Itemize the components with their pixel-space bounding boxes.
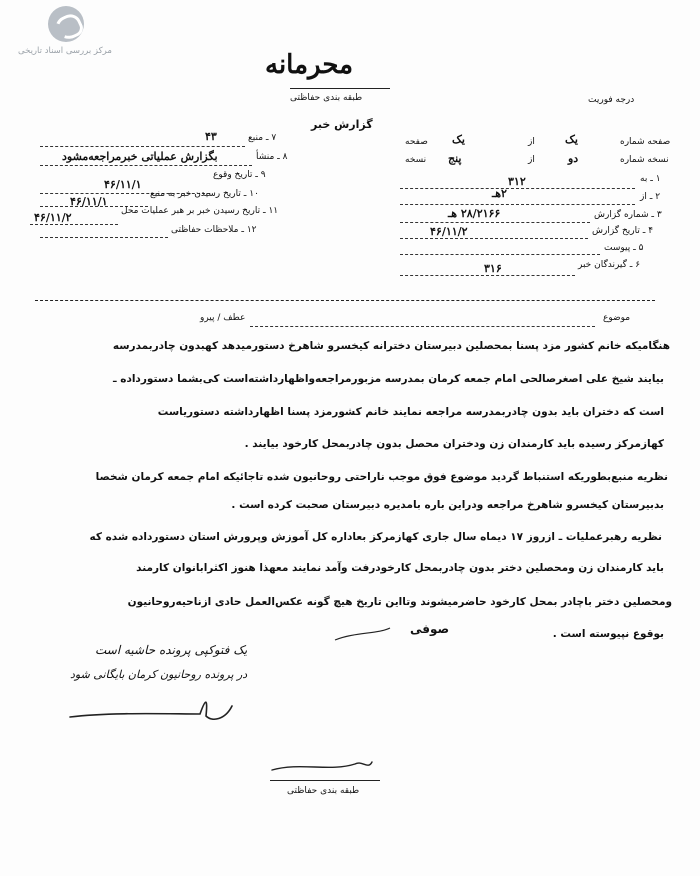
urgency-label: درجه فوریت bbox=[588, 95, 635, 105]
field-8-label: ۸ ـ منشأ bbox=[256, 152, 288, 162]
field-1-value: ۳۱۲ bbox=[508, 175, 526, 188]
field-4-value: ۴۶/۱۱/۲ bbox=[430, 225, 468, 238]
page-number-value: یک bbox=[565, 133, 578, 146]
body-line-4: کهازمرکز رسیده باید کارمندان زن ودختران محصل بدون چادربمحل کارخود بیایند . bbox=[244, 438, 664, 450]
page-number-label: صفحه شماره bbox=[620, 137, 671, 147]
copy-number-value: دو bbox=[568, 152, 579, 165]
field-12-line bbox=[40, 237, 168, 238]
field-6-label: ۶ ـ گیرندگان خبر bbox=[578, 260, 641, 270]
copy-of-label: از bbox=[528, 155, 535, 165]
field-11-line bbox=[30, 224, 118, 225]
field-11-value: ۴۶/۱۱/۲ bbox=[34, 211, 72, 224]
field-10-value: ۴۶/۱۱/۱ bbox=[70, 195, 108, 208]
body-line-5: نظریه منبع‌بطوریکه استنباط گردید موضوع فوق موجب ناراحتی روحانیون شده تاجائیکه امام جمعه کرمان شخصا bbox=[95, 471, 668, 483]
body-line-7: نظریه رهبرعملیات ـ ازروز ۱۷ دیماه سال جاری کهازمرکز بعاداره کل آموزش وپرورش استان دستورداده شده که bbox=[89, 531, 662, 543]
copy-unit-label: نسخه bbox=[405, 155, 427, 165]
subject-line bbox=[250, 326, 595, 327]
field-10-label: ۱۰ ـ تاریخ رسیدن خبر به منبع bbox=[150, 189, 259, 199]
field-1-label: ۱ ـ به bbox=[640, 174, 661, 184]
field-2-value: ۲هـ bbox=[492, 187, 507, 200]
field-4-line bbox=[400, 238, 588, 239]
body-line-1: هنگامیکه خانم کشور مزد پسنا بمحصلین دبیرستان دخترانه کیخسرو شاهرخ دستورمیدهد کهبدون چادربمدرسه bbox=[112, 340, 670, 352]
archive-label: مرکز بررسی اسناد تاریخی bbox=[18, 46, 112, 56]
page-unit-label: صفحه bbox=[405, 137, 428, 147]
field-1-line bbox=[400, 188, 635, 189]
handwritten-note-1: یک فتوکپی پرونده حاشیه است bbox=[95, 643, 248, 657]
field-5-label: ۵ ـ پیوست bbox=[604, 243, 644, 253]
field-3-label: ۳ ـ شماره گزارش bbox=[594, 210, 662, 220]
field-4-label: ۴ ـ تاریخ گزارش bbox=[592, 226, 654, 236]
body-line-9: ومحصلین دختر باچادر بمحل کارخود حاضرمیشوند وتااین تاریخ هیچ گونه عکس‌العمل حادی ازناحیه‌روحانیون bbox=[127, 596, 672, 608]
subject-divider bbox=[35, 300, 655, 301]
field-2-line bbox=[400, 204, 635, 205]
body-line-10: بوقوع نپیوسته است . bbox=[552, 628, 664, 640]
field-9-value: ۴۶/۱۱/۱ bbox=[104, 178, 142, 191]
classification-top: طبقه بندی حفاظتی bbox=[290, 93, 363, 103]
field-6-value: ۳۱۶ bbox=[484, 262, 502, 275]
copy-total-value: پنج bbox=[448, 152, 462, 165]
field-7-line bbox=[40, 146, 245, 147]
field-9-label: ۹ ـ تاریخ وقوع bbox=[213, 170, 266, 180]
field-8-value: بگزارش عملیاتی خبرمراجعه‌مشود bbox=[62, 150, 218, 163]
field-7-label: ۷ ـ منبع bbox=[248, 133, 277, 143]
field-7-value: ۴۳ bbox=[205, 130, 217, 143]
signer-name: صوفی bbox=[410, 622, 450, 636]
body-line-6: بدبیرستان کیخسرو شاهرخ مراجعه ودراین باره بامدیره دبیرستان صحبت کرده است . bbox=[231, 499, 664, 511]
reference-label: عطف / پیرو bbox=[200, 313, 246, 323]
field-11-label: ۱۱ ـ تاریخ رسیدن خبر بر هبر عملیات محل bbox=[121, 206, 279, 216]
footer-rule bbox=[270, 780, 380, 781]
field-12-label: ۱۲ ـ ملاحظات حفاظتی bbox=[171, 225, 257, 235]
report-title: گزارش خبر bbox=[311, 118, 373, 131]
body-line-3: است که دختران باید بدون چادربمدرسه مراجعه نمایند خانم کشورمزد پسنا اظهارداشته دستوریاست bbox=[157, 406, 664, 418]
field-3-value: ۲۸/۲۱۶۶ هـ bbox=[448, 207, 501, 220]
body-line-2: بیایند شیخ علی اصغرصالحی امام جمعه کرمان بمدرسه مزبورمراجعه‌واظهارداشته‌است کی‌بشما دستورداده ـ bbox=[113, 373, 664, 385]
archive-emblem-icon bbox=[48, 6, 84, 42]
field-3-line bbox=[400, 222, 590, 223]
field-5-line bbox=[400, 254, 600, 255]
document-title: محرمانه bbox=[265, 50, 354, 80]
body-line-8: باید کارمندان زن ومحصلین دختر بدون چادربمحل کارخودرفت وآمد نمایند معهذا هنوز اکثرابانوان کارمند bbox=[136, 562, 664, 574]
field-6-line bbox=[400, 275, 575, 276]
field-8-line bbox=[40, 165, 252, 166]
field-2-label: ۲ ـ از bbox=[640, 192, 661, 202]
handwritten-note-2: در پرونده روحانیون کرمان بایگانی شود bbox=[70, 668, 248, 681]
title-underline bbox=[290, 88, 390, 89]
copy-number-label: نسخه شماره bbox=[620, 155, 669, 165]
classification-bottom: طبقه بندی حفاظتی bbox=[287, 786, 360, 796]
archive-logo bbox=[18, 6, 138, 62]
subject-label: موضوع bbox=[603, 313, 631, 323]
page-total-value: یک bbox=[452, 133, 465, 146]
page-of-label: از bbox=[528, 137, 535, 147]
